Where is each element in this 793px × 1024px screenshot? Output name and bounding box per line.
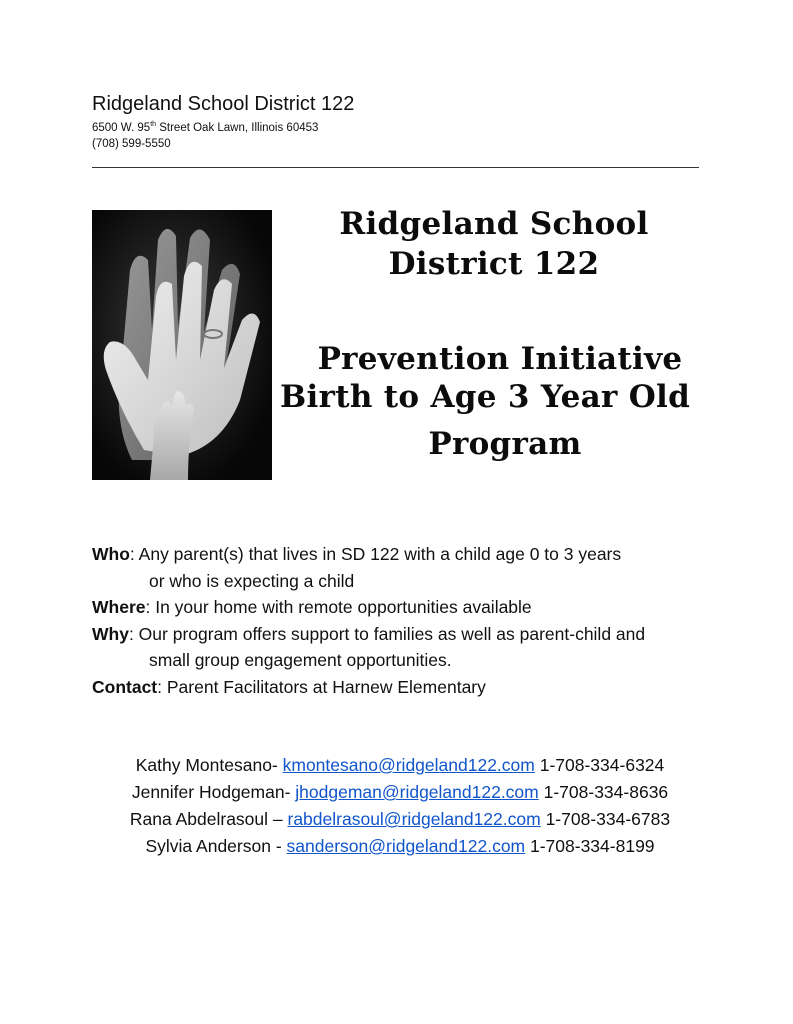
why-row-continued: small group engagement opportunities. [149, 650, 452, 670]
where-text: : In your home with remote opportunities available [145, 597, 532, 617]
contact-entry [60, 779, 740, 806]
contact-entry [60, 833, 740, 860]
contact-name: Kathy Montesano- [135, 755, 283, 775]
program-info [92, 541, 732, 700]
divider [92, 167, 699, 168]
contact-entry [60, 752, 740, 779]
email-link[interactable]: sanderson@ridgeland122.com [286, 836, 526, 856]
heading-line-3: Prevention Initiative [317, 341, 683, 377]
why-label: Why [92, 623, 129, 644]
where-label: Where [92, 597, 146, 617]
contact-phone: 1-708-334-8199 [525, 836, 655, 856]
hands-photo [92, 210, 272, 480]
contact-phone: 1-708-334-8636 [538, 782, 669, 802]
where-row [92, 594, 732, 621]
heading-line-4: Birth to Age 3 Year Old [280, 379, 691, 415]
contact-phone: 1-708-334-6324 [534, 755, 665, 775]
email-link[interactable]: rabdelrasoul@ridgeland122.com [287, 809, 541, 829]
heading-line-2: District 122 [388, 246, 600, 282]
letterhead [92, 92, 702, 152]
heading-line-1: Ridgeland School [339, 206, 649, 242]
contact-row [92, 674, 732, 701]
letterhead-phone: (708) 599-5550 [92, 138, 171, 150]
email-link[interactable]: kmontesano@ridgeland122.com [282, 755, 535, 775]
address-part: Street Oak Lawn, Illinois 60453 [156, 122, 319, 134]
who-row [92, 541, 732, 568]
who-text: : Any parent(s) that lives in SD 122 with a child age 0 to 3 years [129, 544, 622, 564]
contact-phone: 1-708-334-6783 [540, 809, 671, 829]
why-text: : Our program offers support to families as well as parent-child and [128, 623, 646, 644]
address-part: 6500 W. 95 [92, 122, 151, 134]
contact-label: Contact [92, 676, 158, 697]
letterhead-address [92, 120, 702, 136]
heading-line-5: Program [428, 426, 582, 462]
hands-photo-icon [92, 210, 272, 480]
who-label: Who [92, 544, 130, 564]
contact-entry [60, 806, 740, 833]
contact-list [60, 752, 740, 860]
contact-name: Jennifer Hodgeman- [131, 782, 296, 802]
contact-name: Sylvia Anderson - [145, 836, 287, 856]
who-row-continued: or who is expecting a child [149, 570, 355, 591]
why-row [92, 621, 732, 648]
address-superscript: th [150, 121, 157, 129]
contact-text: : Parent Facilitators at Harnew Elementary [157, 676, 486, 697]
contact-name: Rana Abdelrasoul – [129, 809, 288, 829]
email-link[interactable]: jhodgeman@ridgeland122.com [295, 782, 539, 802]
letterhead-title: Ridgeland School District 122 [92, 93, 355, 115]
